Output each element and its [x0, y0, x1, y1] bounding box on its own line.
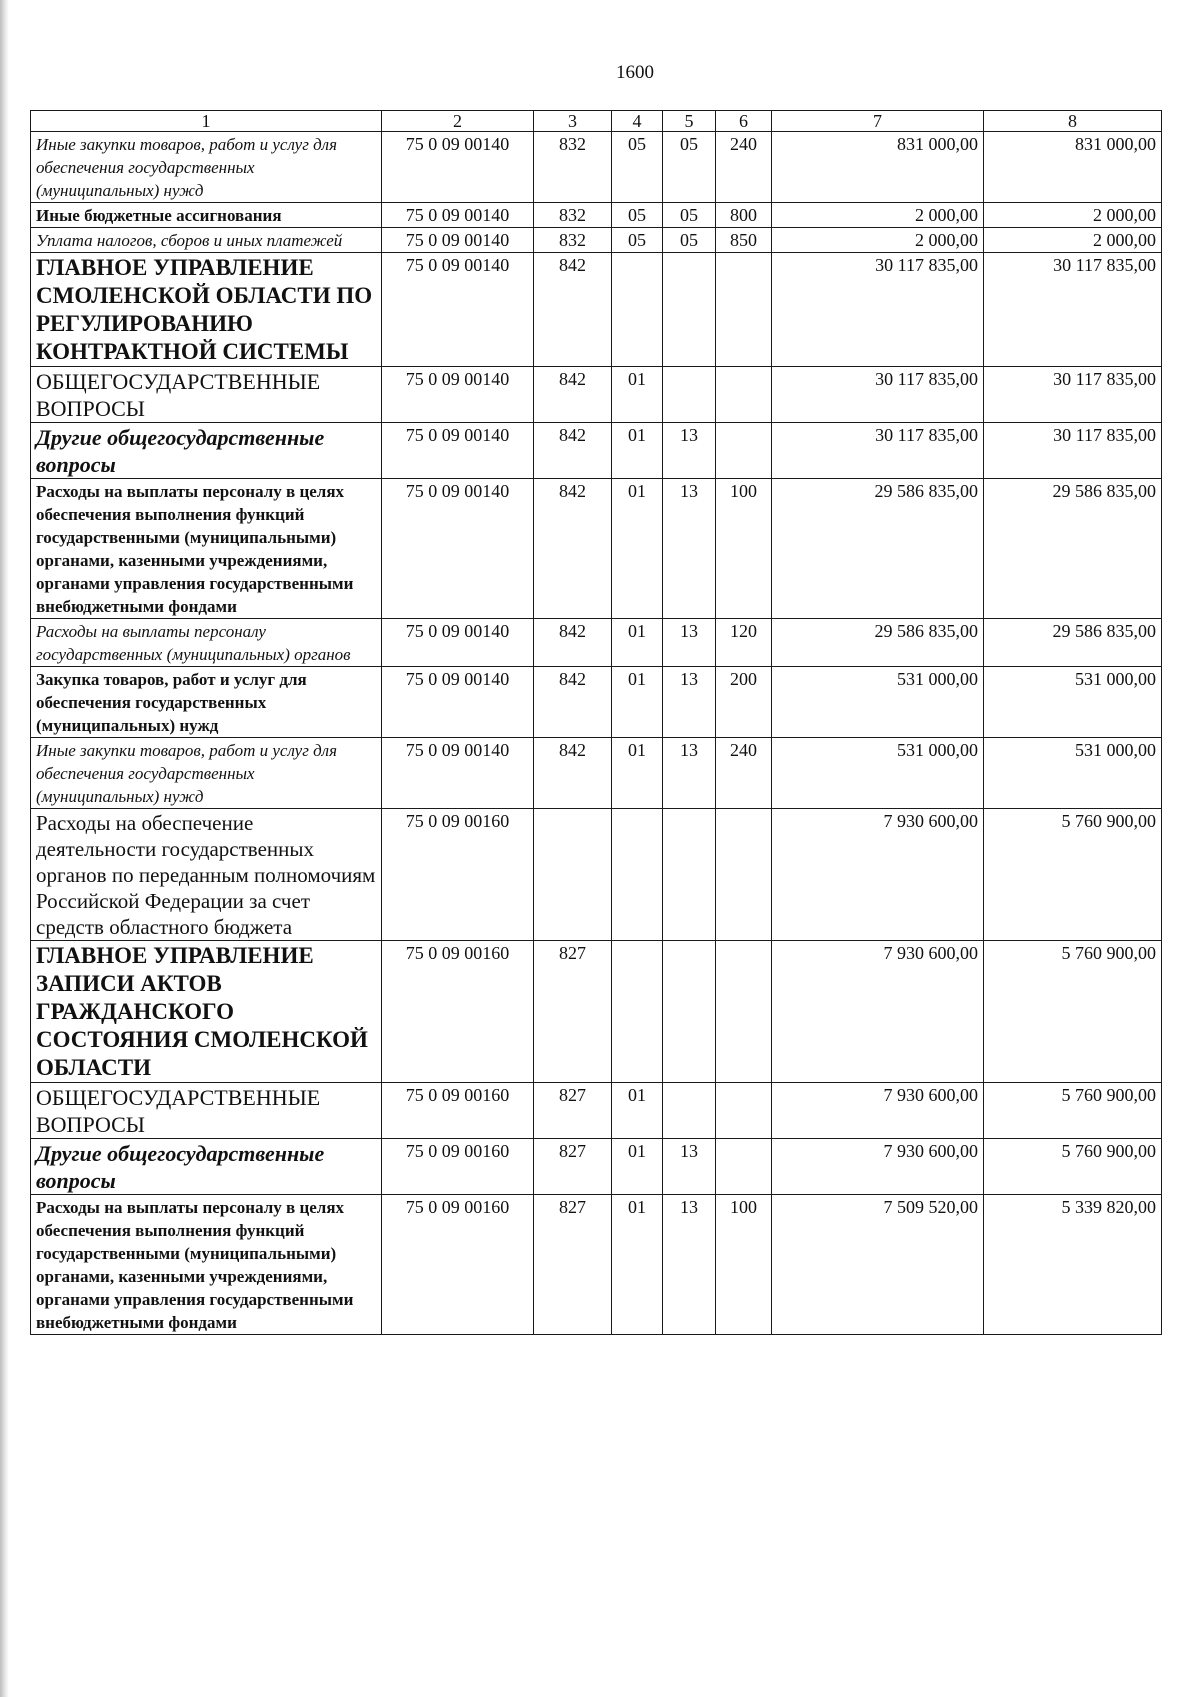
ministry-code-cell: 842 [534, 667, 612, 738]
target-article-cell: 75 0 09 00140 [382, 479, 534, 619]
ministry-code-cell: 832 [534, 132, 612, 203]
expense-type-cell [716, 809, 772, 941]
expense-type-cell [716, 367, 772, 423]
ministry-code-cell: 842 [534, 619, 612, 667]
table-row [31, 228, 1162, 253]
expense-type-cell: 240 [716, 738, 772, 809]
section-cell: 05 [612, 203, 663, 228]
subsection-cell: 13 [663, 738, 716, 809]
target-article-cell: 75 0 09 00140 [382, 228, 534, 253]
amount-col8-cell: 29 586 835,00 [984, 619, 1162, 667]
subsection-cell: 05 [663, 132, 716, 203]
amount-col8-cell: 29 586 835,00 [984, 479, 1162, 619]
table-row [31, 1195, 1162, 1335]
header-cell: 4 [612, 111, 663, 132]
row-name-cell: Иные закупки товаров, работ и услуг для обеспечения государственных (муниципальных) нужд [31, 738, 382, 809]
table-row [31, 809, 1162, 941]
target-article-cell: 75 0 09 00140 [382, 367, 534, 423]
amount-col8-cell: 5 760 900,00 [984, 941, 1162, 1083]
section-cell: 01 [612, 1139, 663, 1195]
target-article-cell: 75 0 09 00140 [382, 132, 534, 203]
table-row [31, 132, 1162, 203]
target-article-cell: 75 0 09 00160 [382, 1083, 534, 1139]
subsection-cell: 05 [663, 203, 716, 228]
ministry-code-cell: 827 [534, 1083, 612, 1139]
amount-col7-cell: 7 930 600,00 [772, 1083, 984, 1139]
section-cell: 01 [612, 423, 663, 479]
amount-col8-cell: 5 339 820,00 [984, 1195, 1162, 1335]
ministry-code-cell: 842 [534, 738, 612, 809]
expense-type-cell: 100 [716, 1195, 772, 1335]
table-row [31, 479, 1162, 619]
ministry-code-cell [534, 809, 612, 941]
target-article-cell: 75 0 09 00160 [382, 941, 534, 1083]
ministry-code-cell: 842 [534, 423, 612, 479]
ministry-code-cell: 842 [534, 253, 612, 367]
expense-type-cell [716, 253, 772, 367]
section-cell [612, 809, 663, 941]
amount-col8-cell: 5 760 900,00 [984, 1139, 1162, 1195]
header-cell: 7 [772, 111, 984, 132]
row-name-cell: ГЛАВНОЕ УПРАВЛЕНИЕ СМОЛЕНСКОЙ ОБЛАСТИ ПО РЕГУЛИРОВАНИЮ КОНТРАКТНОЙ СИСТЕМЫ [31, 253, 382, 367]
table-row [31, 253, 1162, 367]
table-row [31, 941, 1162, 1083]
expense-type-cell: 120 [716, 619, 772, 667]
table-row [31, 423, 1162, 479]
amount-col8-cell: 5 760 900,00 [984, 1083, 1162, 1139]
section-cell [612, 253, 663, 367]
section-cell: 01 [612, 667, 663, 738]
header-cell: 2 [382, 111, 534, 132]
row-name-cell: Уплата налогов, сборов и иных платежей [31, 228, 382, 253]
table-row [31, 1083, 1162, 1139]
table-row [31, 619, 1162, 667]
row-name-cell: Иные закупки товаров, работ и услуг для обеспечения государственных (муниципальных) нужд [31, 132, 382, 203]
table-row [31, 367, 1162, 423]
expense-type-cell: 240 [716, 132, 772, 203]
ministry-code-cell: 827 [534, 941, 612, 1083]
amount-col8-cell: 831 000,00 [984, 132, 1162, 203]
section-cell: 01 [612, 1083, 663, 1139]
expense-type-cell [716, 1083, 772, 1139]
amount-col8-cell: 2 000,00 [984, 228, 1162, 253]
target-article-cell: 75 0 09 00160 [382, 1195, 534, 1335]
amount-col8-cell: 2 000,00 [984, 203, 1162, 228]
ministry-code-cell: 842 [534, 367, 612, 423]
section-cell: 01 [612, 1195, 663, 1335]
row-name-cell: ОБЩЕГОСУДАРСТВЕННЫЕ ВОПРОСЫ [31, 1083, 382, 1139]
amount-col7-cell: 30 117 835,00 [772, 253, 984, 367]
row-name-cell: ОБЩЕГОСУДАРСТВЕННЫЕ ВОПРОСЫ [31, 367, 382, 423]
table-header-row [31, 111, 1162, 132]
section-cell: 05 [612, 228, 663, 253]
amount-col7-cell: 831 000,00 [772, 132, 984, 203]
table-row [31, 738, 1162, 809]
target-article-cell: 75 0 09 00140 [382, 253, 534, 367]
section-cell: 01 [612, 619, 663, 667]
table-row [31, 1139, 1162, 1195]
subsection-cell: 13 [663, 479, 716, 619]
amount-col7-cell: 7 930 600,00 [772, 809, 984, 941]
target-article-cell: 75 0 09 00140 [382, 203, 534, 228]
table-row [31, 667, 1162, 738]
expense-type-cell [716, 941, 772, 1083]
budget-table [30, 110, 1162, 1335]
amount-col7-cell: 2 000,00 [772, 228, 984, 253]
row-name-cell: Расходы на выплаты персоналу государственных (муниципальных) органов [31, 619, 382, 667]
amount-col7-cell: 30 117 835,00 [772, 367, 984, 423]
amount-col7-cell: 29 586 835,00 [772, 479, 984, 619]
header-cell: 5 [663, 111, 716, 132]
row-name-cell: ГЛАВНОЕ УПРАВЛЕНИЕ ЗАПИСИ АКТОВ ГРАЖДАНСКОГО СОСТОЯНИЯ СМОЛЕНСКОЙ ОБЛАСТИ [31, 941, 382, 1083]
expense-type-cell: 800 [716, 203, 772, 228]
header-cell: 1 [31, 111, 382, 132]
header-cell: 6 [716, 111, 772, 132]
amount-col7-cell: 29 586 835,00 [772, 619, 984, 667]
target-article-cell: 75 0 09 00160 [382, 1139, 534, 1195]
amount-col7-cell: 2 000,00 [772, 203, 984, 228]
amount-col7-cell: 7 509 520,00 [772, 1195, 984, 1335]
ministry-code-cell: 827 [534, 1139, 612, 1195]
expense-type-cell: 100 [716, 479, 772, 619]
target-article-cell: 75 0 09 00140 [382, 619, 534, 667]
expense-type-cell: 200 [716, 667, 772, 738]
subsection-cell [663, 809, 716, 941]
expense-type-cell [716, 1139, 772, 1195]
amount-col7-cell: 30 117 835,00 [772, 423, 984, 479]
ministry-code-cell: 832 [534, 228, 612, 253]
expense-type-cell: 850 [716, 228, 772, 253]
subsection-cell: 13 [663, 1195, 716, 1335]
target-article-cell: 75 0 09 00140 [382, 667, 534, 738]
row-name-cell: Расходы на выплаты персоналу в целях обеспечения выполнения функций государственными (муниципальными) органами, казенными учреждениями, органами управления государственными внебюджетными фондами [31, 1195, 382, 1335]
section-cell: 01 [612, 367, 663, 423]
row-name-cell: Расходы на выплаты персоналу в целях обеспечения выполнения функций государственными (муниципальными) органами, казенными учреждениями, органами управления государственными внебюджетными фондами [31, 479, 382, 619]
subsection-cell: 05 [663, 228, 716, 253]
amount-col8-cell: 30 117 835,00 [984, 423, 1162, 479]
amount-col8-cell: 30 117 835,00 [984, 367, 1162, 423]
ministry-code-cell: 827 [534, 1195, 612, 1335]
section-cell: 05 [612, 132, 663, 203]
subsection-cell: 13 [663, 423, 716, 479]
target-article-cell: 75 0 09 00160 [382, 809, 534, 941]
amount-col8-cell: 531 000,00 [984, 738, 1162, 809]
subsection-cell [663, 253, 716, 367]
subsection-cell [663, 1083, 716, 1139]
expense-type-cell [716, 423, 772, 479]
subsection-cell [663, 941, 716, 1083]
ministry-code-cell: 832 [534, 203, 612, 228]
subsection-cell [663, 367, 716, 423]
target-article-cell: 75 0 09 00140 [382, 738, 534, 809]
row-name-cell: Закупка товаров, работ и услуг для обеспечения государственных (муниципальных) нужд [31, 667, 382, 738]
subsection-cell: 13 [663, 1139, 716, 1195]
ministry-code-cell: 842 [534, 479, 612, 619]
subsection-cell: 13 [663, 667, 716, 738]
amount-col7-cell: 531 000,00 [772, 667, 984, 738]
row-name-cell: Иные бюджетные ассигнования [31, 203, 382, 228]
row-name-cell: Расходы на обеспечение деятельности государственных органов по переданным полномочиям Российской Федерации за счет средств областного бюджета [31, 809, 382, 941]
header-cell: 3 [534, 111, 612, 132]
table-row [31, 203, 1162, 228]
amount-col7-cell: 7 930 600,00 [772, 1139, 984, 1195]
subsection-cell: 13 [663, 619, 716, 667]
amount-col8-cell: 30 117 835,00 [984, 253, 1162, 367]
amount-col7-cell: 531 000,00 [772, 738, 984, 809]
section-cell: 01 [612, 479, 663, 619]
amount-col7-cell: 7 930 600,00 [772, 941, 984, 1083]
amount-col8-cell: 5 760 900,00 [984, 809, 1162, 941]
amount-col8-cell: 531 000,00 [984, 667, 1162, 738]
scan-edge-shadow [0, 0, 9, 1697]
header-cell: 8 [984, 111, 1162, 132]
target-article-cell: 75 0 09 00140 [382, 423, 534, 479]
page-number: 1600 [616, 62, 654, 83]
row-name-cell: Другие общегосударственные вопросы [31, 1139, 382, 1195]
section-cell: 01 [612, 738, 663, 809]
row-name-cell: Другие общегосударственные вопросы [31, 423, 382, 479]
section-cell [612, 941, 663, 1083]
